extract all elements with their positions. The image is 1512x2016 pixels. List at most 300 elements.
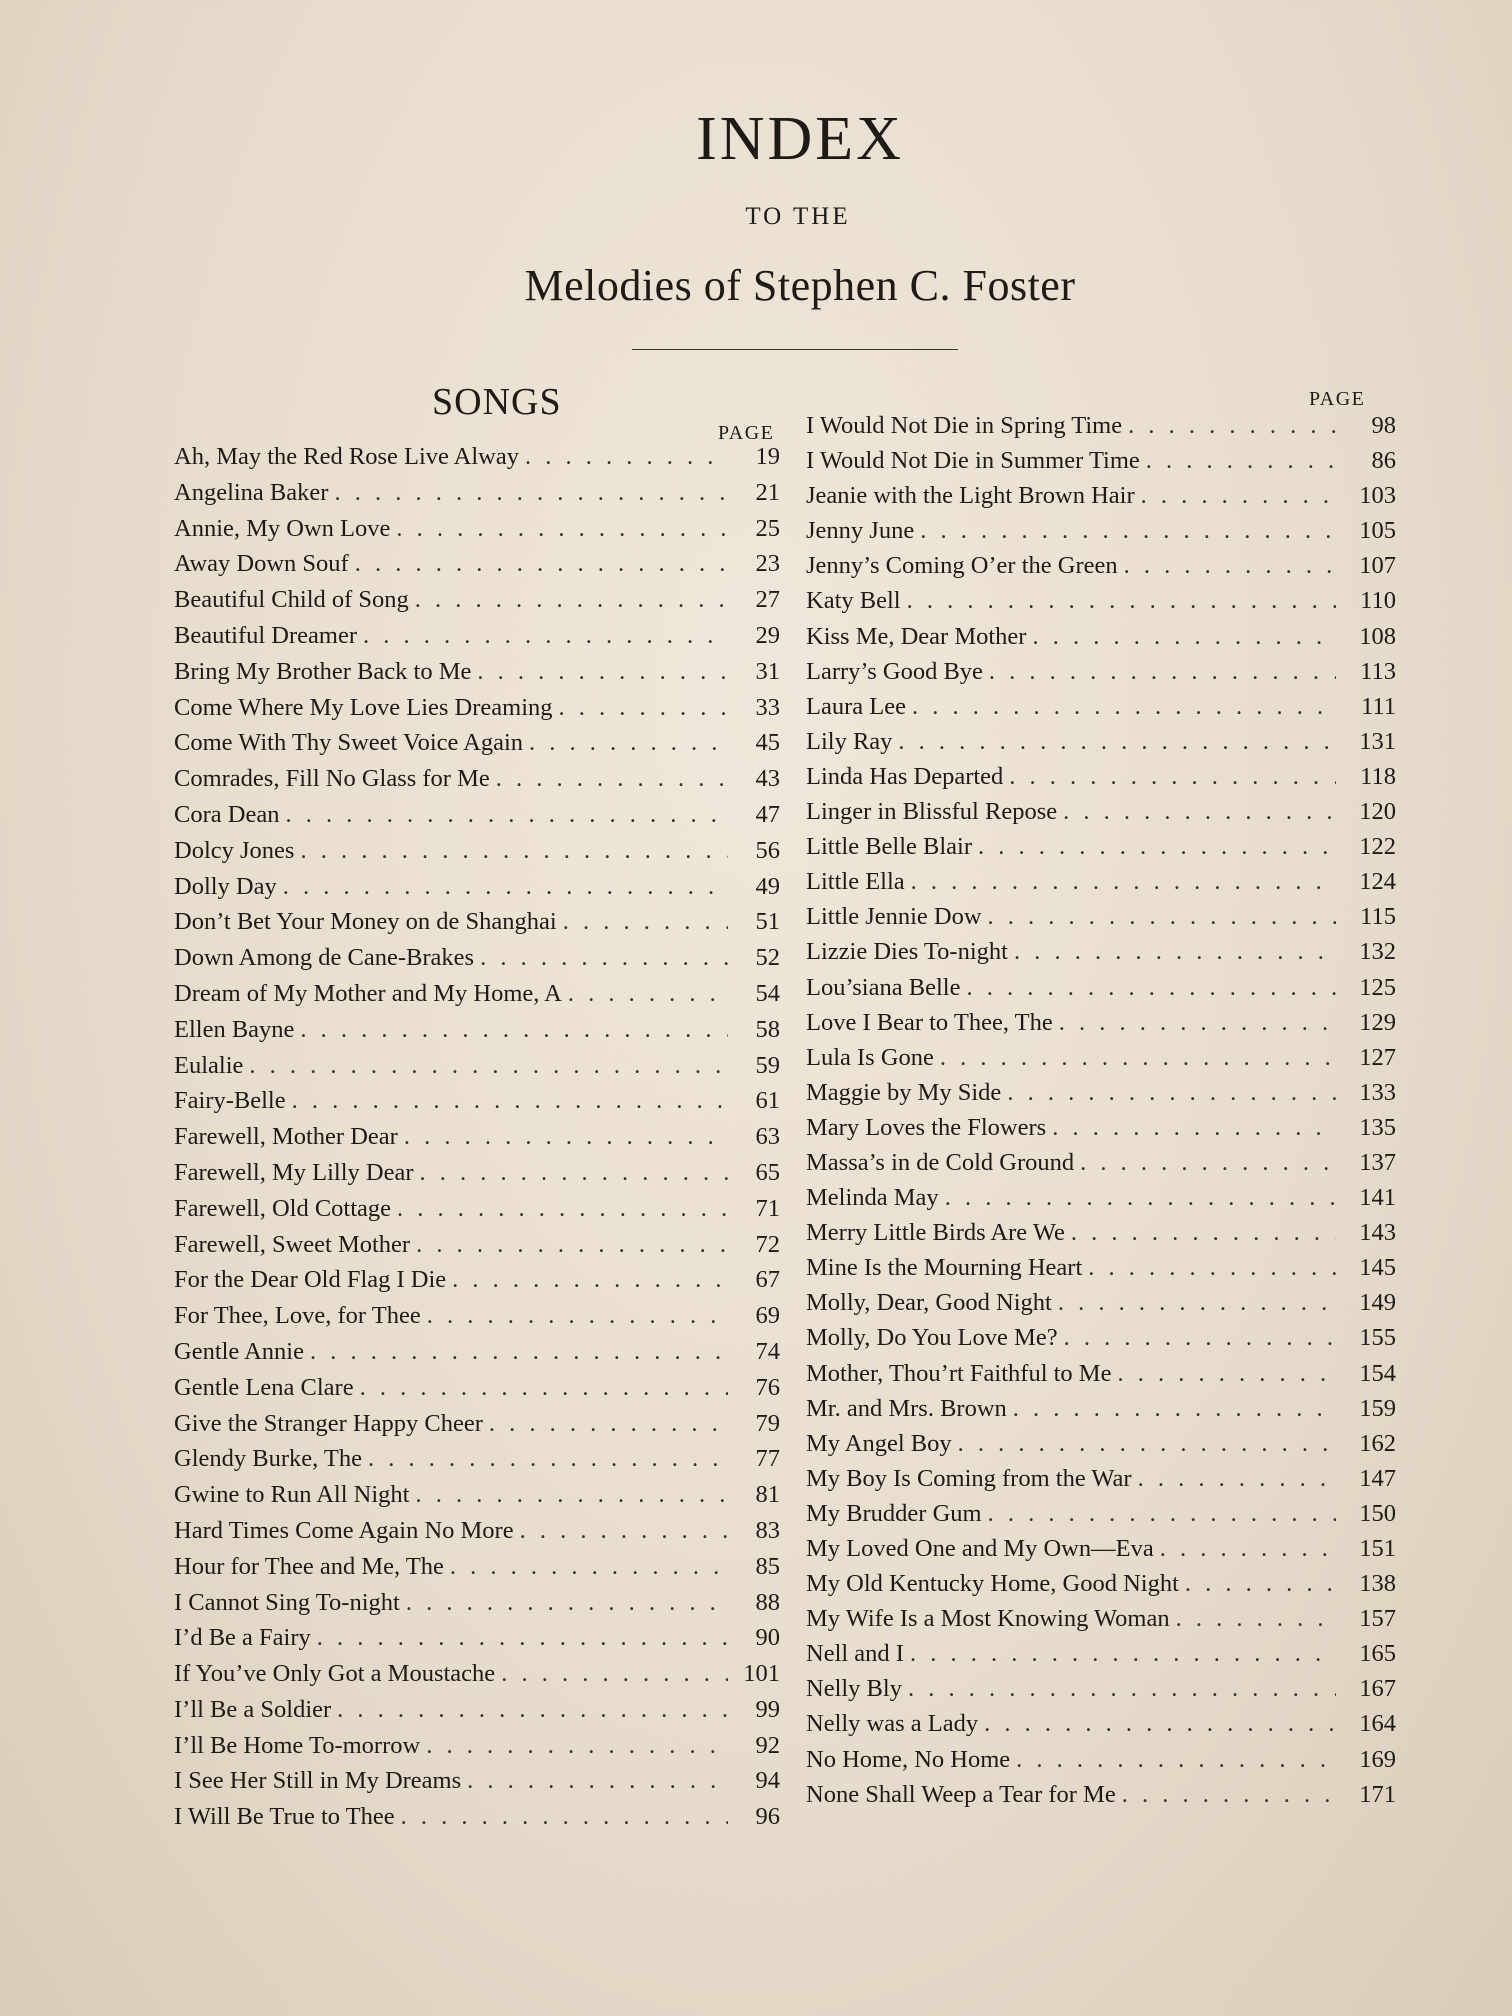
- index-entry: [174, 1481, 780, 1517]
- dot-leader: [317, 1624, 728, 1652]
- page-number: 86: [1371, 447, 1396, 475]
- song-title: Jenny’s Coming O’er the Green: [806, 552, 1118, 580]
- index-entry: [174, 1517, 780, 1553]
- page-number: 76: [755, 1373, 780, 1401]
- index-entry: [806, 1324, 1396, 1359]
- index-entry: [806, 868, 1396, 903]
- to-the-caption: TO THE: [745, 203, 851, 230]
- song-title: Molly, Do You Love Me?: [806, 1324, 1058, 1352]
- page-number: 33: [755, 693, 780, 721]
- song-title: None Shall Weep a Tear for Me: [806, 1780, 1116, 1808]
- dot-leader: [401, 1803, 728, 1831]
- song-title: Dolcy Jones: [174, 836, 295, 864]
- index-entry: [174, 622, 780, 658]
- page-number: 31: [755, 657, 780, 685]
- song-title: My Old Kentucky Home, Good Night: [806, 1570, 1179, 1598]
- page-number: 113: [1360, 657, 1396, 685]
- dot-leader: [1032, 623, 1336, 651]
- page-number: 154: [1359, 1359, 1396, 1387]
- index-entry: [174, 873, 780, 909]
- song-title: Mary Loves the Flowers: [806, 1113, 1047, 1141]
- dot-leader: [420, 1159, 729, 1187]
- page-number: 25: [755, 514, 780, 542]
- index-entry: [806, 517, 1396, 552]
- page-number: 169: [1359, 1745, 1396, 1773]
- song-title: Beautiful Dreamer: [174, 621, 357, 649]
- dot-leader: [908, 1675, 1336, 1703]
- song-title: Beautiful Child of Song: [174, 586, 409, 614]
- index-entry: [806, 1465, 1396, 1500]
- song-title: Gwine to Run All Night: [174, 1481, 410, 1509]
- page-number: 125: [1359, 973, 1396, 1001]
- dot-leader: [363, 622, 728, 650]
- song-title: Glendy Burke, The: [174, 1445, 363, 1473]
- index-entry: [806, 1675, 1396, 1710]
- dot-leader: [958, 1430, 1336, 1458]
- song-title: Gentle Annie: [174, 1337, 304, 1365]
- page-number: 103: [1359, 482, 1396, 510]
- dot-leader: [477, 658, 728, 686]
- page-number: 122: [1359, 833, 1396, 861]
- index-entry: [806, 623, 1396, 658]
- dot-leader: [1124, 552, 1336, 580]
- page-number: 133: [1359, 1078, 1396, 1106]
- index-entry: [806, 974, 1396, 1009]
- dot-leader: [907, 587, 1336, 615]
- song-title: Linger in Blissful Repose: [806, 798, 1058, 826]
- song-title: Away Down Souf: [174, 550, 349, 578]
- page-number: 138: [1359, 1570, 1396, 1598]
- dot-leader: [1185, 1570, 1336, 1598]
- page-number: 23: [755, 550, 780, 578]
- index-entry: [806, 798, 1396, 833]
- page-number: 83: [755, 1516, 780, 1544]
- dot-leader: [1088, 1254, 1336, 1282]
- page-subtitle: Melodies of Stephen C. Foster: [524, 261, 1076, 310]
- index-entry: [806, 1044, 1396, 1079]
- page-number: 157: [1359, 1605, 1396, 1633]
- page-number: 59: [755, 1051, 780, 1079]
- song-title: Give the Stranger Happy Cheer: [174, 1409, 483, 1437]
- index-entry: [174, 550, 780, 586]
- dot-leader: [396, 515, 728, 543]
- song-title: Don’t Bet Your Money on de Shanghai: [174, 908, 557, 936]
- dot-leader: [427, 1302, 728, 1330]
- index-entry: [174, 1660, 780, 1696]
- index-entry: [174, 1445, 780, 1481]
- dot-leader: [1176, 1605, 1336, 1633]
- page-number: 110: [1360, 587, 1396, 615]
- index-entry: [806, 1500, 1396, 1535]
- index-entry: [806, 1079, 1396, 1114]
- index-entry: [174, 1767, 780, 1803]
- index-entry: [174, 1087, 780, 1123]
- dot-leader: [496, 765, 728, 793]
- index-entry: [806, 1570, 1396, 1605]
- page-number: 43: [755, 765, 780, 793]
- dot-leader: [989, 658, 1336, 686]
- page-number: 94: [755, 1767, 780, 1795]
- page-number: 96: [755, 1803, 780, 1831]
- index-entry: [174, 1159, 780, 1195]
- dot-leader: [988, 903, 1336, 931]
- song-title: Hour for Thee and Me, The: [174, 1552, 444, 1580]
- song-list-right: [806, 412, 1396, 1816]
- song-title: Come With Thy Sweet Voice Again: [174, 729, 524, 757]
- song-title: I See Her Still in My Dreams: [174, 1767, 462, 1795]
- dot-leader: [368, 1445, 728, 1473]
- dot-leader: [489, 1410, 728, 1438]
- song-title: My Angel Boy: [806, 1429, 952, 1457]
- page-number: 52: [755, 944, 780, 972]
- dot-leader: [300, 1016, 728, 1044]
- dot-leader: [1058, 1289, 1336, 1317]
- dot-leader: [1009, 763, 1336, 791]
- song-title: Maggie by My Side: [806, 1078, 1002, 1106]
- dot-leader: [559, 694, 728, 722]
- page-number: 88: [755, 1588, 780, 1616]
- index-entry: [174, 1553, 780, 1589]
- index-entry: [174, 1589, 780, 1625]
- song-title: Mr. and Mrs. Brown: [806, 1394, 1007, 1422]
- song-title: Laura Lee: [806, 692, 906, 720]
- song-title: Bring My Brother Back to Me: [174, 657, 472, 685]
- song-title: Melinda May: [806, 1184, 939, 1212]
- dot-leader: [415, 586, 728, 614]
- page-number: 47: [755, 800, 780, 828]
- dot-leader: [416, 1231, 728, 1259]
- song-title: Angelina Baker: [174, 478, 329, 506]
- index-entry: [174, 801, 780, 837]
- page-number: 147: [1359, 1464, 1396, 1492]
- song-title: Jeanie with the Light Brown Hair: [806, 482, 1135, 510]
- page-number: 155: [1359, 1324, 1396, 1352]
- song-title: Lily Ray: [806, 727, 893, 755]
- index-entry: [174, 908, 780, 944]
- song-title: Down Among de Cane-Brakes: [174, 944, 475, 972]
- page-number: 120: [1359, 798, 1396, 826]
- song-title: Cora Dean: [174, 800, 280, 828]
- dot-leader: [1117, 1360, 1336, 1388]
- page-number: 63: [755, 1123, 780, 1151]
- index-entry: [174, 944, 780, 980]
- index-entry: [174, 729, 780, 765]
- dot-leader: [310, 1338, 728, 1366]
- page-number: 79: [755, 1409, 780, 1437]
- page-number: 81: [755, 1481, 780, 1509]
- index-entry: [174, 479, 780, 515]
- page-number: 99: [755, 1695, 780, 1723]
- index-entry: [806, 833, 1396, 868]
- dot-leader: [988, 1500, 1336, 1528]
- dot-leader: [501, 1660, 728, 1688]
- dot-leader: [984, 1710, 1336, 1738]
- page-number: 159: [1359, 1394, 1396, 1422]
- page-number: 51: [755, 908, 780, 936]
- page-number: 67: [755, 1266, 780, 1294]
- song-title: I Will Be True to Thee: [174, 1803, 395, 1831]
- song-title: My Boy Is Coming from the War: [806, 1464, 1132, 1492]
- song-title: Dream of My Mother and My Home, A: [174, 979, 562, 1007]
- index-entry: [174, 1732, 780, 1768]
- index-entry: [174, 658, 780, 694]
- dot-leader: [1080, 1149, 1336, 1177]
- dot-leader: [563, 908, 728, 936]
- song-title: Comrades, Fill No Glass for Me: [174, 765, 490, 793]
- dot-leader: [1160, 1535, 1336, 1563]
- index-entry: [174, 1123, 780, 1159]
- dot-leader: [920, 517, 1336, 545]
- index-entry: [806, 1360, 1396, 1395]
- song-title: Ah, May the Red Rose Live Alway: [174, 443, 519, 470]
- song-title: Linda Has Departed: [806, 762, 1004, 790]
- dot-leader: [978, 833, 1336, 861]
- page-number: 132: [1359, 938, 1396, 966]
- song-title: Gentle Lena Clare: [174, 1373, 354, 1401]
- song-list-left: [174, 443, 780, 1839]
- song-title: I’ll Be Home To-morrow: [174, 1731, 421, 1759]
- index-entry: [806, 1535, 1396, 1570]
- index-entry: [174, 1266, 780, 1302]
- song-title: Kiss Me, Dear Mother: [806, 622, 1027, 650]
- index-entry: [806, 1219, 1396, 1254]
- page-number: 45: [755, 729, 780, 757]
- index-entry: [806, 447, 1396, 482]
- page-number: 151: [1359, 1535, 1396, 1562]
- index-entry: [806, 903, 1396, 938]
- page-number: 129: [1359, 1008, 1396, 1036]
- song-title: My Brudder Gum: [806, 1499, 982, 1527]
- song-title: Little Jennie Dow: [806, 903, 982, 931]
- dot-leader: [283, 873, 728, 901]
- dot-leader: [415, 1481, 728, 1509]
- song-title: Little Belle Blair: [806, 833, 973, 861]
- index-entry: [806, 1149, 1396, 1184]
- index-entry: [806, 1009, 1396, 1044]
- dot-leader: [1063, 798, 1336, 826]
- index-entry: [174, 765, 780, 801]
- page-number: 115: [1360, 903, 1396, 931]
- index-entry: [174, 1338, 780, 1374]
- index-entry: [174, 1696, 780, 1732]
- page-number: 150: [1359, 1499, 1396, 1527]
- index-entry: [174, 1624, 780, 1660]
- index-entry: [806, 1640, 1396, 1675]
- index-entry: [806, 1781, 1396, 1816]
- dot-leader: [911, 868, 1336, 896]
- dot-leader: [1064, 1324, 1336, 1352]
- index-entry: [806, 728, 1396, 763]
- dot-leader: [300, 837, 728, 865]
- dot-leader: [1141, 482, 1336, 510]
- index-entry: [806, 1746, 1396, 1781]
- page-number: 167: [1359, 1675, 1396, 1703]
- dot-leader: [450, 1553, 728, 1581]
- song-title: Nell and I: [806, 1640, 904, 1668]
- song-title: I Would Not Die in Summer Time: [806, 447, 1140, 475]
- page-number: 124: [1359, 868, 1396, 896]
- page-number: 111: [1361, 692, 1396, 720]
- page-number: 54: [755, 979, 780, 1007]
- page-number: 74: [755, 1337, 780, 1365]
- index-entry: [174, 1231, 780, 1267]
- song-title: For Thee, Love, for Thee: [174, 1302, 421, 1330]
- index-entry: [174, 1302, 780, 1338]
- song-title: Come Where My Love Lies Dreaming: [174, 693, 553, 721]
- dot-leader: [945, 1184, 1336, 1212]
- dot-leader: [337, 1696, 728, 1724]
- song-title: Hard Times Come Again No More: [174, 1516, 514, 1544]
- page-number: 118: [1360, 762, 1396, 790]
- song-title: Farewell, My Lilly Dear: [174, 1158, 414, 1186]
- index-entry: [806, 412, 1396, 447]
- dot-leader: [1014, 938, 1336, 966]
- dot-leader: [520, 1517, 728, 1545]
- index-entry: [806, 658, 1396, 693]
- dot-leader: [292, 1087, 728, 1115]
- song-title: Farewell, Mother Dear: [174, 1123, 398, 1151]
- index-entry: [806, 693, 1396, 728]
- page-number: 85: [755, 1552, 780, 1580]
- index-entry: [806, 1395, 1396, 1430]
- page-number: 131: [1359, 727, 1396, 755]
- index-entry: [806, 1430, 1396, 1465]
- song-title: Merry Little Birds Are We: [806, 1219, 1065, 1247]
- dot-leader: [966, 974, 1336, 1002]
- dot-leader: [397, 1195, 728, 1223]
- dot-leader: [1016, 1746, 1336, 1774]
- dot-leader: [529, 729, 728, 757]
- page-number: 137: [1359, 1148, 1396, 1176]
- dot-leader: [912, 693, 1336, 721]
- song-title: Little Ella: [806, 868, 905, 896]
- song-title: Nelly was a Lady: [806, 1710, 979, 1738]
- dot-leader: [1138, 1465, 1336, 1493]
- song-title: Jenny June: [806, 517, 915, 545]
- page-number: 105: [1359, 517, 1396, 545]
- dot-leader: [1122, 1781, 1336, 1809]
- song-title: I’ll Be a Soldier: [174, 1695, 332, 1723]
- dot-leader: [285, 801, 728, 829]
- song-title: For the Dear Old Flag I Die: [174, 1266, 447, 1294]
- index-entry: [806, 1254, 1396, 1289]
- dot-leader: [467, 1767, 728, 1795]
- song-title: Love I Bear to Thee, The: [806, 1008, 1053, 1036]
- song-title: I’d Be a Fairy: [174, 1624, 311, 1652]
- index-entry: [806, 1289, 1396, 1324]
- dot-leader: [525, 443, 728, 471]
- dot-leader: [334, 479, 728, 507]
- page-number: 69: [755, 1302, 780, 1330]
- page-number: 127: [1359, 1043, 1396, 1071]
- song-title: Mother, Thou’rt Faithful to Me: [806, 1359, 1112, 1387]
- index-entry: [174, 1410, 780, 1446]
- dot-leader: [910, 1640, 1336, 1668]
- page-number: 145: [1359, 1254, 1396, 1282]
- index-entry: [174, 586, 780, 622]
- page-number: 90: [755, 1624, 780, 1652]
- dot-leader: [898, 728, 1336, 756]
- dot-leader: [1052, 1114, 1336, 1142]
- song-title: My Wife Is a Most Knowing Woman: [806, 1605, 1170, 1633]
- page-number: 141: [1359, 1184, 1396, 1212]
- page-number: 107: [1359, 552, 1396, 580]
- dot-leader: [249, 1052, 728, 1080]
- page-number: 149: [1359, 1289, 1396, 1317]
- song-title: Massa’s in de Cold Ground: [806, 1148, 1075, 1176]
- page-number: 65: [755, 1158, 780, 1186]
- index-entry: [806, 552, 1396, 587]
- song-title: Annie, My Own Love: [174, 514, 391, 542]
- dot-leader: [1146, 447, 1336, 475]
- dot-leader: [940, 1044, 1336, 1072]
- page-number: 143: [1359, 1219, 1396, 1247]
- index-entry: [806, 1184, 1396, 1219]
- index-entry: [174, 1374, 780, 1410]
- song-title: No Home, No Home: [806, 1745, 1011, 1773]
- song-title: Mine Is the Mourning Heart: [806, 1254, 1083, 1282]
- song-title: Ellen Bayne: [174, 1015, 295, 1043]
- page-number: 77: [755, 1445, 780, 1473]
- page-number: 171: [1359, 1780, 1396, 1808]
- song-title: Farewell, Sweet Mother: [174, 1230, 411, 1258]
- section-title-songs: SONGS: [432, 381, 562, 423]
- song-title: Farewell, Old Cottage: [174, 1194, 392, 1222]
- dot-leader: [452, 1266, 728, 1294]
- song-title: Eulalie: [174, 1051, 244, 1079]
- page-number: 162: [1359, 1429, 1396, 1457]
- index-entry: [174, 443, 780, 479]
- dot-leader: [355, 550, 728, 578]
- index-entry: [806, 763, 1396, 798]
- song-title: Fairy-Belle: [174, 1087, 286, 1115]
- page-number: 101: [743, 1660, 780, 1688]
- page-number: 108: [1359, 622, 1396, 650]
- page-number: 29: [755, 621, 780, 649]
- index-entry: [806, 1710, 1396, 1745]
- song-title: Dolly Day: [174, 872, 277, 900]
- dot-leader: [1071, 1219, 1336, 1247]
- index-entry: [806, 482, 1396, 517]
- dot-leader: [1128, 412, 1336, 440]
- index-entry: [174, 1195, 780, 1231]
- title-divider: [632, 349, 958, 350]
- song-title: Lizzie Dies To-night: [806, 938, 1008, 966]
- dot-leader: [360, 1374, 728, 1402]
- page-number: 61: [755, 1087, 780, 1115]
- index-entry: [174, 1016, 780, 1052]
- dot-leader: [480, 944, 728, 972]
- song-title: If You’ve Only Got a Moustache: [174, 1660, 496, 1688]
- page-number: 49: [755, 872, 780, 900]
- index-entry: [174, 1803, 780, 1839]
- song-title: I Cannot Sing To-night: [174, 1588, 400, 1616]
- song-title: My Loved One and My Own—Eva: [806, 1535, 1154, 1562]
- page-number: 58: [755, 1015, 780, 1043]
- page-number: 27: [755, 586, 780, 614]
- index-entry: [174, 1052, 780, 1088]
- dot-leader: [568, 980, 728, 1008]
- page-number: 165: [1359, 1640, 1396, 1668]
- page-number: 164: [1359, 1710, 1396, 1738]
- song-title: Nelly Bly: [806, 1675, 902, 1703]
- dot-leader: [1007, 1079, 1336, 1107]
- song-title: Lula Is Gone: [806, 1043, 934, 1071]
- song-title: Molly, Dear, Good Night: [806, 1289, 1052, 1317]
- page-number: 71: [755, 1194, 780, 1222]
- dot-leader: [1059, 1009, 1336, 1037]
- index-entry: [174, 515, 780, 551]
